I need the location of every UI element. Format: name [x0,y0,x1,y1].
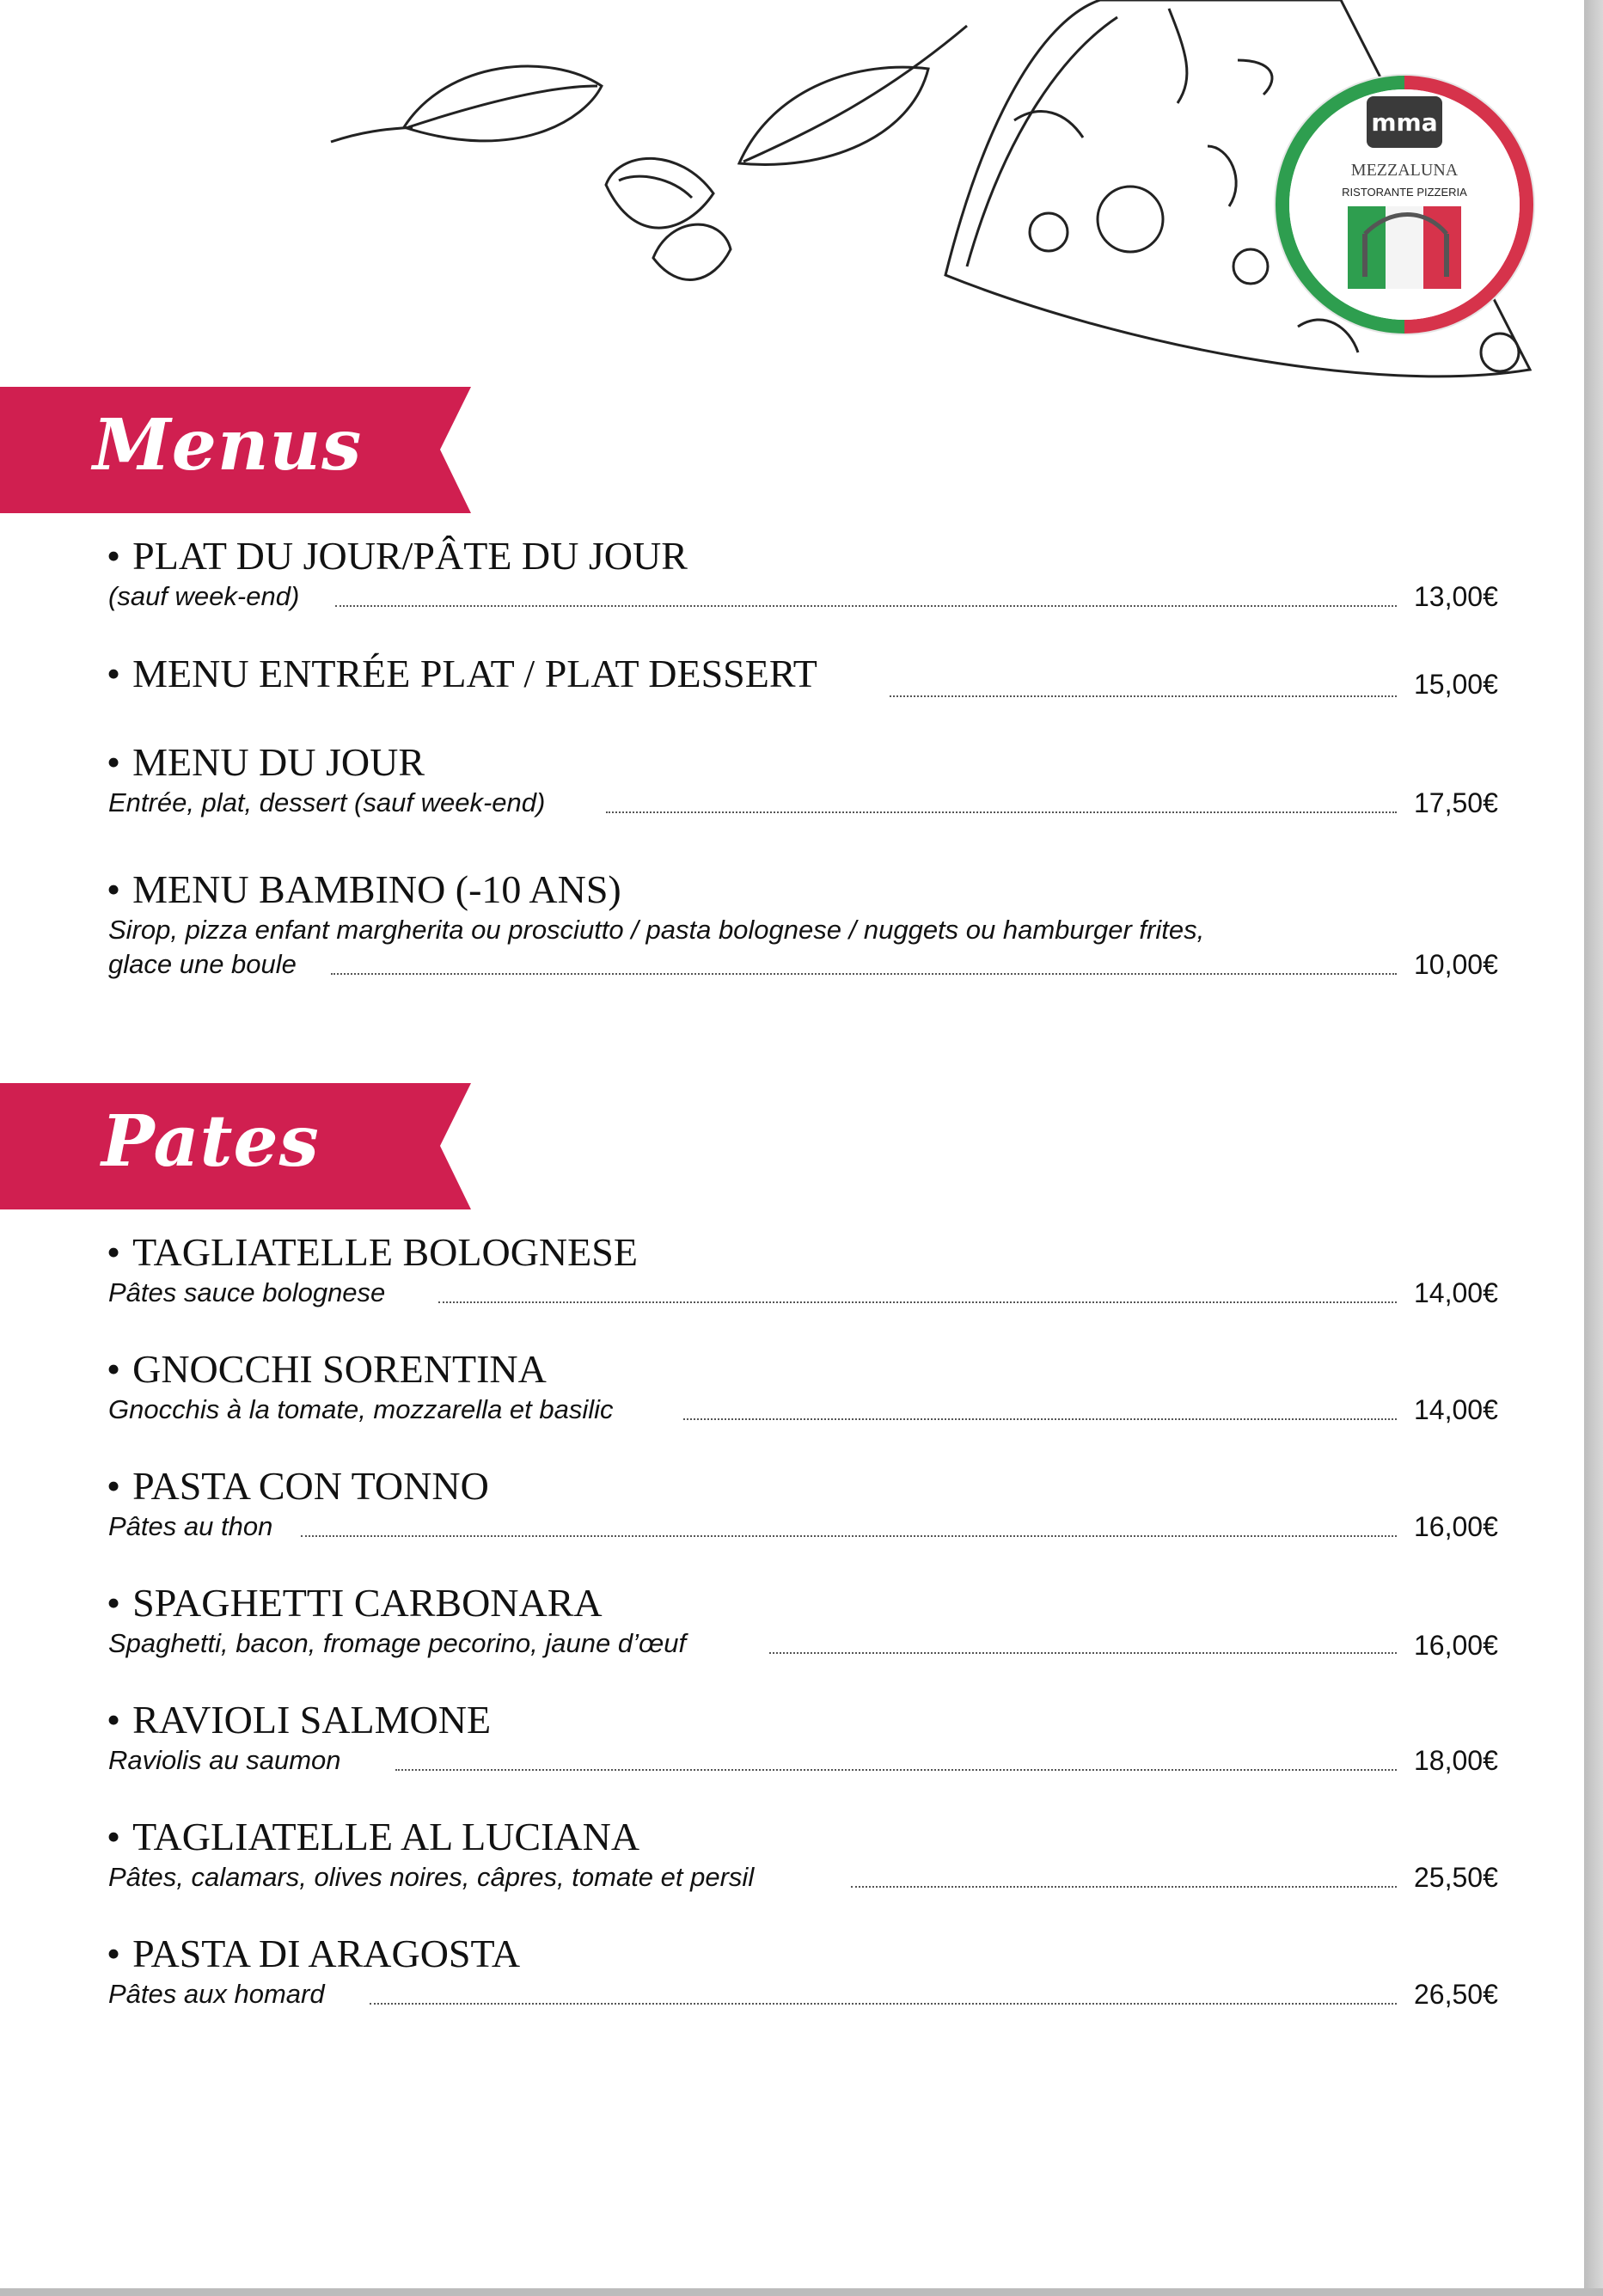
section-banner-pates [0,1083,471,1209]
paper-edge [0,2288,1603,2296]
item-description: (sauf week-end) [108,581,300,611]
item-description: Pâtes aux homard [108,1979,325,2009]
svg-text:MEZZALUNA: MEZZALUNA [1350,161,1459,180]
item-price: 10,00€ [1414,949,1498,980]
leader-dots [769,1652,1397,1654]
section-title: Pates [101,1100,320,1183]
item-description: Raviolis au saumon [108,1745,341,1775]
item-name: • RAVIOLI SALMONE [107,1698,492,1742]
item-price: 16,00€ [1414,1511,1498,1542]
item-name: • TAGLIATELLE AL LUCIANA [107,1815,640,1858]
item-description: Entrée, plat, dessert (sauf week-end) [108,787,546,817]
item-description: Spaghetti, bacon, fromage pecorino, jaune d’œuf [108,1628,687,1658]
leader-dots [335,605,1397,607]
leader-dots [370,2003,1397,2005]
section-title: Menus [93,404,363,487]
item-price: 15,00€ [1414,669,1498,700]
item-name: • MENU BAMBINO (-10 ANS) [107,867,621,911]
item-description: Pâtes au thon [108,1511,273,1541]
item-price: 25,50€ [1414,1862,1498,1893]
item-price: 14,00€ [1414,1394,1498,1425]
svg-text:RISTORANTE PIZZERIA: RISTORANTE PIZZERIA [1342,186,1467,199]
leader-dots [890,695,1397,697]
item-name: • PLAT DU JOUR/PÂTE DU JOUR [107,534,688,578]
item-description: Pâtes sauce bolognese [108,1277,386,1307]
leader-dots [851,1886,1397,1888]
item-price: 18,00€ [1414,1745,1498,1776]
item-name: • PASTA CON TONNO [107,1464,489,1508]
item-description: Sirop, pizza enfant margherita ou prosciutto / pasta bolognese / nuggets ou hamburger frites, [108,915,1205,945]
item-price: 17,50€ [1414,787,1498,818]
item-name: • PASTA DI ARAGOSTA [107,1932,521,1975]
leader-dots [301,1535,1397,1537]
leader-dots [331,973,1397,975]
item-name: • GNOCCHI SORENTINA [107,1347,547,1391]
item-price: 26,50€ [1414,1979,1498,2010]
item-name: • SPAGHETTI CARBONARA [107,1581,603,1625]
restaurant-logo [1270,70,1539,339]
item-description: Gnocchis à la tomate, mozzarella et basilic [108,1394,614,1424]
item-price: 16,00€ [1414,1630,1498,1661]
leader-dots [438,1301,1397,1303]
item-name: • MENU DU JOUR [107,740,425,784]
item-price: 14,00€ [1414,1277,1498,1308]
leader-dots [606,811,1397,813]
item-name: • MENU ENTRÉE PLAT / PLAT DESSERT [107,652,817,695]
item-price: 13,00€ [1414,581,1498,612]
leader-dots [683,1418,1397,1420]
item-description: Pâtes, calamars, olives noires, câpres, tomate et persil [108,1862,755,1892]
item-name: • TAGLIATELLE BOLOGNESE [107,1230,638,1274]
paper-edge [1584,0,1603,2296]
svg-text:mma: mma [1371,108,1438,137]
leader-dots [395,1769,1397,1771]
item-description-line2: glace une boule [108,949,297,979]
section-banner-menus [0,387,471,513]
